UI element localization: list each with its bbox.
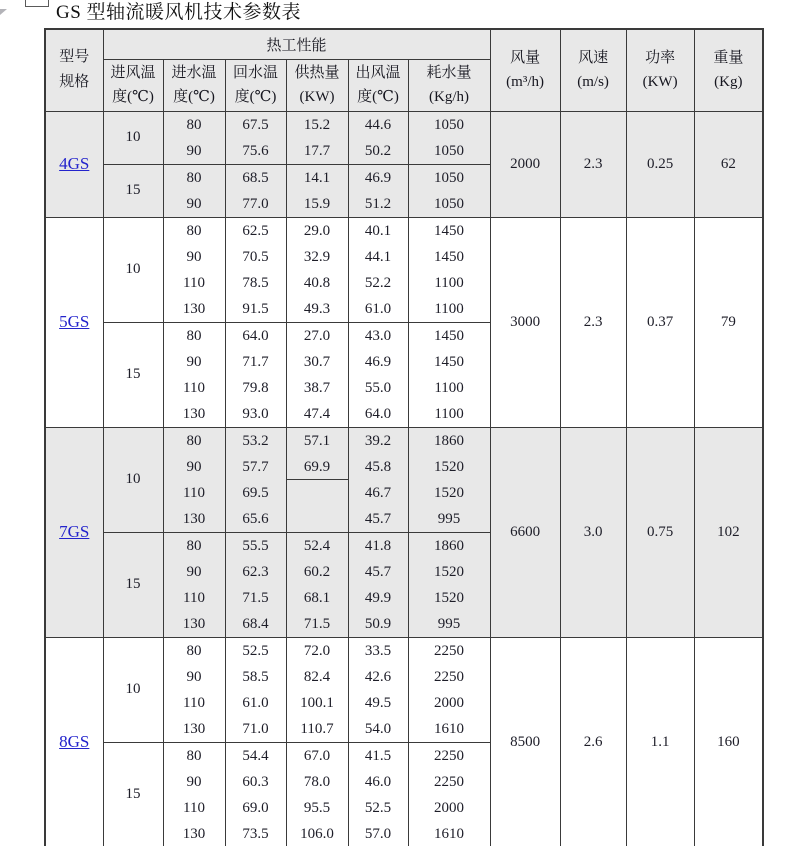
cell-return-water: [225, 217, 286, 322]
cell-value: 44.1: [364, 248, 392, 265]
cell-value: [287, 480, 348, 506]
cell-value: 71.5: [303, 615, 331, 632]
cell-value: 110: [183, 694, 205, 711]
cell-value: 61.0: [242, 694, 269, 711]
cell-value: 130: [182, 615, 206, 632]
cell-value: 46.0: [364, 773, 392, 790]
cell-value: 2250: [434, 773, 465, 790]
cell-value: 90: [186, 142, 202, 159]
cell-value: 57.7: [242, 458, 269, 475]
cell-return-water: [225, 427, 286, 532]
cell-value: 62.5: [242, 222, 269, 239]
cell-value: 1100: [434, 274, 464, 291]
cell-value: 46.9: [364, 169, 392, 186]
cell-value: 1450: [434, 248, 465, 265]
cell-value: 110: [183, 484, 205, 501]
cell-value: 70.5: [242, 248, 269, 265]
cell-water-cons: [408, 111, 490, 164]
outline-collapse-icon: [0, 9, 7, 15]
model-cell: [45, 217, 103, 427]
cell-value: 49.5: [364, 694, 392, 711]
cell-water-cons: [408, 532, 490, 637]
model-link[interactable]: 5GS: [59, 312, 90, 331]
cell-outlet-air: [348, 164, 408, 217]
cell-value: 52.2: [364, 274, 392, 291]
cell-value: 30.7: [303, 353, 331, 370]
cell-value: 110: [183, 379, 205, 396]
cell-value: 14.1: [303, 169, 331, 186]
cell-heat: [286, 322, 348, 427]
table-header: [45, 29, 763, 111]
cell-value: 71.0: [242, 720, 269, 737]
header-power: 功率 (KW): [626, 29, 694, 111]
cell-return-water: [225, 322, 286, 427]
cell-value: 47.4: [303, 405, 331, 422]
cell-value: 90: [186, 458, 202, 475]
cell-outlet-air: [348, 322, 408, 427]
cell-inlet-water: [163, 637, 225, 742]
cell-value: 2000: [434, 799, 465, 816]
cell-return-water: [225, 742, 286, 846]
cell-value: 80: [186, 169, 202, 186]
cell-air-speed: 3.0: [560, 427, 626, 637]
cell-outlet-air: [348, 532, 408, 637]
cell-value: 64.0: [242, 327, 269, 344]
cell-return-water: [225, 532, 286, 637]
cell-value: 1450: [434, 353, 465, 370]
cell-value: 69.0: [242, 799, 269, 816]
cell-value: 57.1: [303, 432, 331, 449]
cell-value: 91.5: [242, 300, 269, 317]
table-row: [45, 111, 763, 164]
cell-value: 55.5: [242, 537, 269, 554]
cell-value: 64.0: [364, 405, 392, 422]
header-weight: 重量 (Kg): [694, 29, 763, 111]
cell-value: 130: [182, 300, 206, 317]
cell-value: 52.5: [242, 642, 269, 659]
model-cell: [45, 637, 103, 846]
cell-value: 57.0: [364, 825, 392, 842]
cell-value: [287, 506, 348, 532]
cell-value: 65.6: [242, 510, 269, 527]
cell-value: 90: [186, 353, 202, 370]
cell-value: 45.7: [364, 563, 392, 580]
cell-value: 130: [182, 720, 206, 737]
cell-heat: [286, 637, 348, 742]
header-inlet-air-temp: 进风温 度(℃): [103, 59, 163, 111]
cell-value: 29.0: [303, 222, 331, 239]
header-thermal-group: 热工性能: [103, 29, 490, 59]
cell-value: 1450: [434, 327, 465, 344]
cell-value: 33.5: [364, 642, 392, 659]
cell-value: 75.6: [242, 142, 269, 159]
cell-heat: [286, 742, 348, 846]
header-model: 型号 规格: [45, 29, 103, 111]
cell-value: 45.7: [364, 510, 392, 527]
cell-inlet-air-temp: 15: [103, 742, 163, 846]
cell-value: 80: [186, 642, 202, 659]
cell-value: 50.2: [364, 142, 392, 159]
cell-water-cons: [408, 217, 490, 322]
cell-value: 80: [186, 222, 202, 239]
cell-value: 68.1: [303, 589, 331, 606]
cell-value: 40.8: [303, 274, 331, 291]
cell-value: 130: [182, 825, 206, 842]
cell-value: 1520: [434, 589, 465, 606]
cell-value: 38.7: [303, 379, 331, 396]
cell-air-volume: 3000: [490, 217, 560, 427]
cell-value: 46.7: [364, 484, 392, 501]
cell-water-cons: [408, 164, 490, 217]
cell-value: 55.0: [364, 379, 392, 396]
cell-value: 62.3: [242, 563, 269, 580]
cell-value: 77.0: [242, 195, 269, 212]
cell-value: 60.3: [242, 773, 269, 790]
header-inlet-water-temp: 进水温 度(℃): [163, 59, 225, 111]
cell-value: 80: [186, 537, 202, 554]
cell-inlet-air-temp: 10: [103, 637, 163, 742]
header-return-water-temp: 回水温 度(℃): [225, 59, 286, 111]
cell-value: 67.0: [303, 747, 331, 764]
cell-outlet-air: [348, 111, 408, 164]
cell-value: 50.9: [364, 615, 392, 632]
cell-inlet-air-temp: 10: [103, 217, 163, 322]
cell-inlet-water: [163, 217, 225, 322]
cell-weight: 62: [694, 111, 763, 217]
cell-value: 130: [182, 510, 206, 527]
cell-value: 2250: [434, 747, 465, 764]
cell-value: 80: [186, 747, 202, 764]
cell-value: 95.5: [303, 799, 331, 816]
cell-outlet-air: [348, 742, 408, 846]
cell-value: 15.2: [303, 116, 331, 133]
cell-return-water: [225, 164, 286, 217]
cell-value: 1860: [434, 432, 465, 449]
cell-value: 68.4: [242, 615, 269, 632]
cell-value: 60.2: [303, 563, 331, 580]
cell-inlet-water: [163, 322, 225, 427]
cell-value: 1050: [434, 116, 465, 133]
cell-outlet-air: [348, 217, 408, 322]
page-title: GS 型轴流暖风机技术参数表: [56, 2, 302, 23]
table-row: [45, 637, 763, 742]
cell-return-water: [225, 637, 286, 742]
cell-value: 1100: [434, 405, 464, 422]
cell-value: 78.5: [242, 274, 269, 291]
model-link[interactable]: 4GS: [59, 154, 90, 173]
cell-heat: [286, 532, 348, 637]
model-link[interactable]: 7GS: [59, 522, 90, 541]
cell-water-cons: [408, 742, 490, 846]
cell-value: 130: [182, 405, 206, 422]
cell-value: 72.0: [303, 642, 331, 659]
cell-value: 51.2: [364, 195, 392, 212]
cell-value: 80: [186, 116, 202, 133]
cell-value: 80: [186, 327, 202, 344]
cell-value: 1100: [434, 379, 464, 396]
cell-value: 1100: [434, 300, 464, 317]
cell-value: 40.1: [364, 222, 392, 239]
table-row: [45, 217, 763, 322]
cell-value: 80: [186, 432, 202, 449]
cell-heat: [286, 217, 348, 322]
cell-air-volume: 6600: [490, 427, 560, 637]
cell-value: 69.5: [242, 484, 269, 501]
cell-value: 68.5: [242, 169, 269, 186]
cell-inlet-water: [163, 742, 225, 846]
cell-value: 17.7: [303, 142, 331, 159]
cell-water-cons: [408, 322, 490, 427]
cell-outlet-air: [348, 637, 408, 742]
cell-value: 54.4: [242, 747, 269, 764]
cell-value: 43.0: [364, 327, 392, 344]
cell-inlet-air-temp: 15: [103, 322, 163, 427]
cell-value: 1050: [434, 195, 465, 212]
cell-weight: 79: [694, 217, 763, 427]
cell-value: 41.5: [364, 747, 392, 764]
clipped-box-artifact: [25, 0, 49, 7]
cell-inlet-air-temp: 15: [103, 164, 163, 217]
cell-value: 90: [186, 248, 202, 265]
cell-value: 110: [183, 799, 205, 816]
cell-value: 15.9: [303, 195, 331, 212]
header-water-consumption: 耗水量 (Kg/h): [408, 59, 490, 111]
cell-value: 2250: [434, 668, 465, 685]
cell-inlet-water: [163, 532, 225, 637]
cell-value: 1050: [434, 142, 465, 159]
cell-value: 32.9: [303, 248, 331, 265]
cell-power: 1.1: [626, 637, 694, 846]
cell-inlet-air-temp: 15: [103, 532, 163, 637]
cell-air-volume: 8500: [490, 637, 560, 846]
cell-heat: [286, 427, 348, 532]
cell-value: 100.1: [300, 694, 334, 711]
cell-value: 73.5: [242, 825, 269, 842]
header-outlet-air-temp: 出风温 度(℃): [348, 59, 408, 111]
cell-value: 49.9: [364, 589, 392, 606]
cell-value: 39.2: [364, 432, 392, 449]
cell-value: 1610: [434, 825, 465, 842]
cell-value: 1520: [434, 484, 465, 501]
model-cell: [45, 427, 103, 637]
cell-value: 58.5: [242, 668, 269, 685]
cell-value: 995: [437, 615, 461, 632]
header-heat-output: 供热量 (KW): [286, 59, 348, 111]
cell-value: 42.6: [364, 668, 392, 685]
cell-value: 1520: [434, 458, 465, 475]
cell-value: 69.9: [287, 454, 348, 480]
cell-outlet-air: [348, 427, 408, 532]
cell-weight: 102: [694, 427, 763, 637]
cell-value: 1610: [434, 720, 465, 737]
cell-water-cons: [408, 637, 490, 742]
header-air-speed: 风速 (m/s): [560, 29, 626, 111]
cell-value: 71.5: [242, 589, 269, 606]
cell-value: 61.0: [364, 300, 392, 317]
cell-heat: [286, 164, 348, 217]
spec-table: [44, 28, 764, 846]
cell-value: 82.4: [303, 668, 331, 685]
table-body: [45, 111, 763, 846]
cell-value: 52.5: [364, 799, 392, 816]
model-cell: [45, 111, 103, 217]
cell-value: 1860: [434, 537, 465, 554]
cell-power: 0.37: [626, 217, 694, 427]
cell-inlet-water: [163, 427, 225, 532]
model-link[interactable]: 8GS: [59, 732, 90, 751]
cell-value: 78.0: [303, 773, 331, 790]
cell-inlet-water: [163, 164, 225, 217]
cell-air-speed: 2.6: [560, 637, 626, 846]
cell-value: 995: [437, 510, 461, 527]
table-row: [45, 427, 763, 532]
cell-value: 110.7: [300, 720, 334, 737]
cell-value: 67.5: [242, 116, 269, 133]
cell-value: 1450: [434, 222, 465, 239]
cell-value: 90: [186, 195, 202, 212]
cell-air-speed: 2.3: [560, 111, 626, 217]
cell-value: 44.6: [364, 116, 392, 133]
cell-inlet-air-temp: 10: [103, 111, 163, 164]
cell-water-cons: [408, 427, 490, 532]
cell-inlet-water: [163, 111, 225, 164]
cell-inlet-air-temp: 10: [103, 427, 163, 532]
cell-return-water: [225, 111, 286, 164]
cell-value: 2000: [434, 694, 465, 711]
cell-value: 52.4: [303, 537, 331, 554]
cell-value: 93.0: [242, 405, 269, 422]
cell-value: 2250: [434, 642, 465, 659]
cell-value: 49.3: [303, 300, 331, 317]
cell-power: 0.75: [626, 427, 694, 637]
cell-value: 110: [183, 274, 205, 291]
cell-heat: [286, 111, 348, 164]
cell-air-volume: 2000: [490, 111, 560, 217]
cell-value: 79.8: [242, 379, 269, 396]
cell-value: 27.0: [303, 327, 331, 344]
cell-value: 53.2: [242, 432, 269, 449]
cell-value: 90: [186, 563, 202, 580]
cell-value: 71.7: [242, 353, 269, 370]
cell-value: 46.9: [364, 353, 392, 370]
cell-power: 0.25: [626, 111, 694, 217]
cell-weight: 160: [694, 637, 763, 846]
header-air-volume: 风量 (m³/h): [490, 29, 560, 111]
cell-air-speed: 2.3: [560, 217, 626, 427]
cell-value: 90: [186, 773, 202, 790]
cell-value: 1050: [434, 169, 465, 186]
cell-value: 90: [186, 668, 202, 685]
cell-value: 41.8: [364, 537, 392, 554]
cell-value: 106.0: [300, 825, 334, 842]
cell-value: 54.0: [364, 720, 392, 737]
cell-value: 1520: [434, 563, 465, 580]
cell-value: 110: [183, 589, 205, 606]
cell-value: 45.8: [364, 458, 392, 475]
